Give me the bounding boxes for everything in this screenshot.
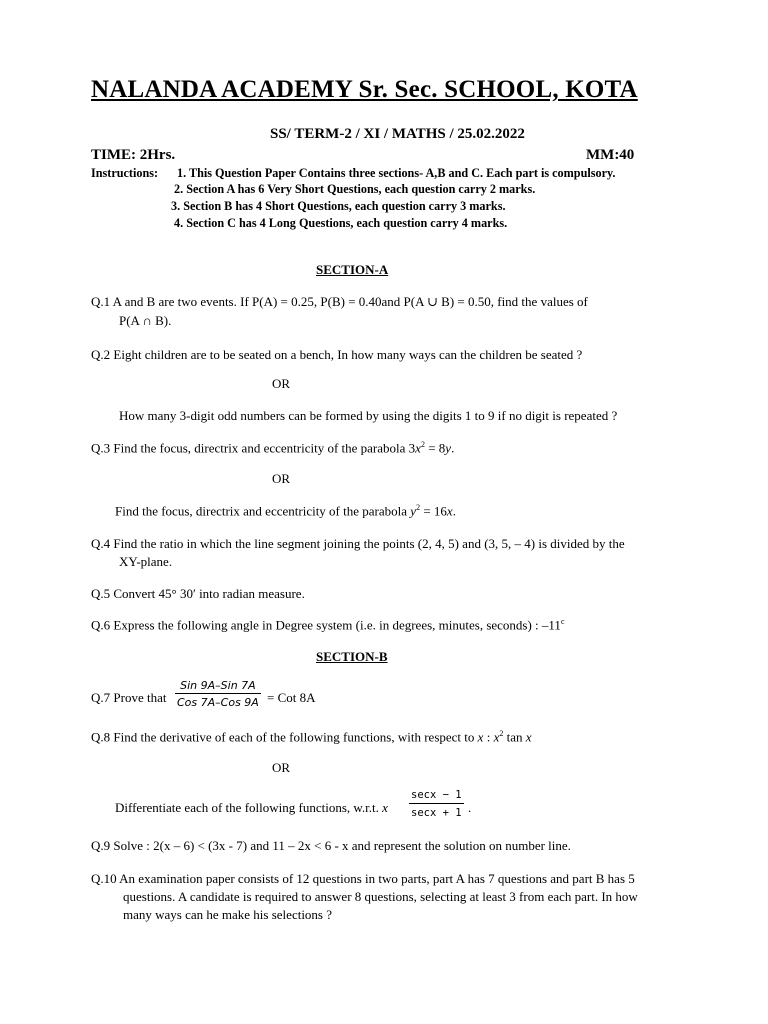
fraction-denominator: secx + 1 xyxy=(409,803,464,819)
question-7-suffix: = Cot 8A xyxy=(267,690,316,705)
question-8-fraction xyxy=(409,789,464,819)
or-label: OR xyxy=(272,760,291,775)
question-7-fraction xyxy=(175,679,261,709)
question-8: Q.8 Find the derivative of each of the following functions, with respect to x : $x^2$ tan x xyxy=(91,729,532,745)
instruction-item: 4. Section C has 4 Long Questions, each question carry 4 marks. xyxy=(174,216,508,230)
section-b-title: SECTION-B xyxy=(316,649,388,664)
or-label: OR xyxy=(272,376,291,391)
question-3-alternative: Find the focus, directrix and eccentricity of the parabola $y^2 = 16x$. xyxy=(115,503,456,519)
question-5: Q.5 Convert 45° 30′ into radian measure. xyxy=(91,586,305,601)
fraction-denominator: Cos 7A–Cos 9A xyxy=(175,693,261,709)
question-2-alternative: How many 3-digit odd numbers can be formed by using the digits 1 to 9 if no digit is repeated ? xyxy=(119,408,618,423)
question-10-line-1: Q.10 An examination paper consists of 12 questions in two parts, part A has 7 questions and part B has 5 xyxy=(91,871,635,886)
question-1-line-1: Q.1 A and B are two events. If P(A) = 0.25, P(B) = 0.40and P(A ∪ B) = 0.50, find the values of xyxy=(91,294,588,309)
question-6: Q.6 Express the following angle in Degree system (i.e. in degrees, minutes, seconds) : –11$^c$ xyxy=(91,617,565,633)
question-4-line-2: XY-plane. xyxy=(119,554,173,569)
fraction-period: . xyxy=(468,800,472,815)
question-10-line-2: questions. A candidate is required to answer 8 questions, selecting at least 3 from each part. In how xyxy=(123,889,638,904)
instruction-item: 2. Section A has 6 Very Short Questions, each question carry 2 marks. xyxy=(174,182,536,196)
maximum-marks: MM:40 xyxy=(586,147,635,163)
fraction-numerator: secx − 1 xyxy=(411,789,462,801)
question-10-line-3: many ways can he make his selections ? xyxy=(123,907,333,922)
question-3: Q.3 Find the focus, directrix and eccentricity of the parabola $3x^2 = 8y$. xyxy=(91,440,455,456)
paper-code: SS/ TERM-2 / XI / MATHS / 25.02.2022 xyxy=(270,126,525,142)
school-title: NALANDA ACADEMY Sr. Sec. SCHOOL, KOTA xyxy=(91,76,638,103)
instruction-item: 3. Section B has 4 Short Questions, each question carry 3 marks. xyxy=(171,199,506,213)
question-9: Q.9 Solve : 2(x – 6) < (3x - 7) and 11 – 2x < 6 - x and represent the solution on number line. xyxy=(91,838,571,853)
question-8-alternative: Differentiate each of the following functions, w.r.t. x xyxy=(115,800,388,815)
question-4-line-1: Q.4 Find the ratio in which the line segment joining the points (2, 4, 5) and (3, 5, – 4) is divided by the xyxy=(91,536,625,551)
time-allowed: TIME: 2Hrs. xyxy=(91,147,176,163)
question-7-prefix: Q.7 Prove that xyxy=(91,690,167,705)
instructions-label: Instructions: xyxy=(91,166,159,180)
fraction-numerator: Sin 9A–Sin 7A xyxy=(180,679,256,692)
or-label: OR xyxy=(272,471,291,486)
question-1-line-2: P(A ∩ B). xyxy=(119,313,172,328)
section-a-title: SECTION-A xyxy=(316,262,389,277)
question-2: Q.2 Eight children are to be seated on a bench, In how many ways can the children be seated ? xyxy=(91,347,583,362)
instruction-item: 1. This Question Paper Contains three sections- A,B and C. Each part is compulsory. xyxy=(177,166,616,180)
